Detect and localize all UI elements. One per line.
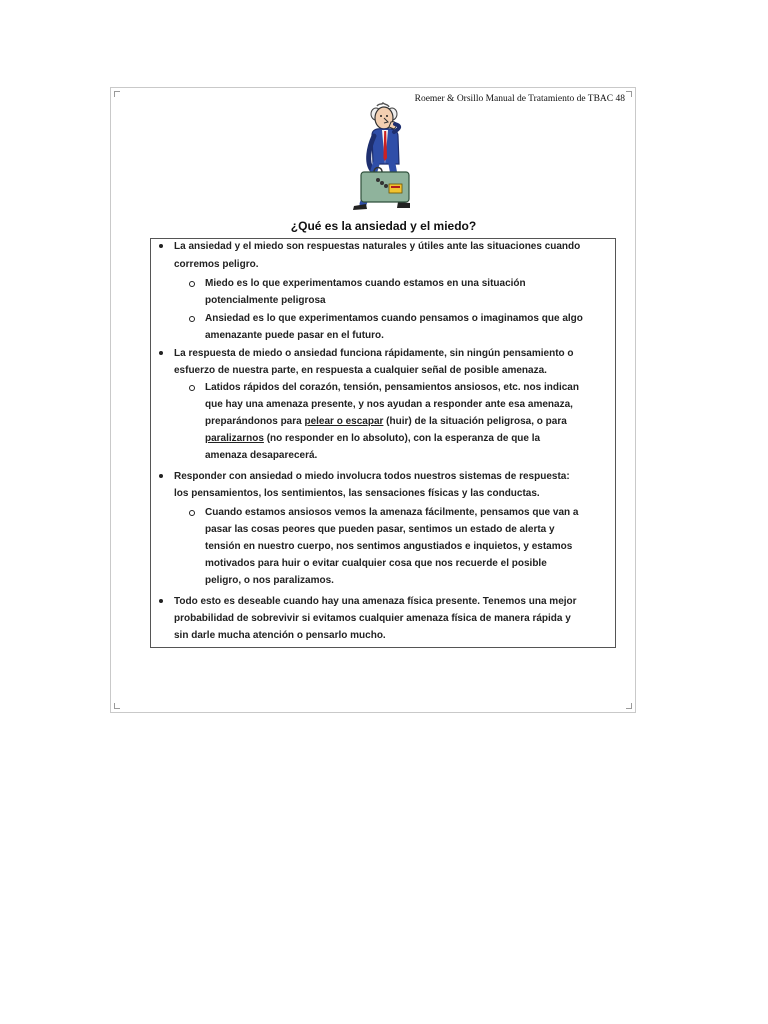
sub-3-1-line-1: Cuando estamos ansiosos vemos la amenaza fácilmente, pensamos que van a	[205, 507, 579, 518]
sub-1-2-line-1: Ansiedad es lo que experimentamos cuando pensamos o imaginamos que algo	[205, 313, 583, 324]
corner-mark-top-left	[114, 91, 120, 97]
corner-mark-top-right	[626, 91, 632, 97]
bullet-1-line-2: corremos peligro.	[174, 259, 259, 270]
bullet-dot	[159, 244, 163, 248]
running-header: Roemer & Orsillo Manual de Tratamiento de TBAC 48	[414, 94, 625, 104]
sub-2-1-line-5: amenaza desaparecerá.	[205, 450, 318, 461]
sub-2-1-line-4	[205, 433, 540, 445]
sub-3-1-line-2: pasar las cosas peores que pueden pasar, sentimos un estado de alerta y	[205, 524, 555, 535]
sub-1-1-line-1: Miedo es lo que experimentamos cuando estamos en una situación	[205, 278, 526, 289]
page-title: ¿Qué es la ansiedad y el miedo?	[290, 219, 477, 233]
bullet-2-line-2: esfuerzo de nuestra parte, en respuesta a cualquier señal de posible amenaza.	[174, 365, 547, 376]
bullet-4-line-2: probabilidad de sobrevivir si evitamos cualquier amenaza física de manera rápida y	[174, 613, 571, 624]
sub-1-2-line-2: amenazante puede pasar en el futuro.	[205, 330, 384, 341]
content-box	[150, 238, 616, 648]
bullet-dot	[159, 474, 163, 478]
sub-3-1-line-5: peligro, o nos paralizamos.	[205, 575, 334, 586]
bullet-2-line-1: La respuesta de miedo o ansiedad funciona rápidamente, sin ningún pensamiento o	[174, 348, 574, 359]
sub-2-1-line-1: Latidos rápidos del corazón, tensión, pensamientos ansiosos, etc. nos indican	[205, 382, 579, 393]
bullet-dot	[159, 351, 163, 355]
sub-bullet-circle	[189, 281, 195, 287]
underlined-paralizarnos: paralizarnos	[205, 433, 264, 444]
sub-2-1-line-3-pre: preparándonos para	[205, 416, 305, 427]
man-with-briefcase-clipart-icon	[336, 102, 420, 214]
bullet-4-line-3: sin darle mucha atención o pensarlo mucho.	[174, 630, 386, 641]
sub-bullet-circle	[189, 316, 195, 322]
bullet-dot	[159, 599, 163, 603]
corner-mark-bottom-right	[626, 703, 632, 709]
bullet-3-line-2: los pensamientos, los sentimientos, las sensaciones físicas y las conductas.	[174, 488, 540, 499]
bullet-1-line-1: La ansiedad y el miedo son respuestas naturales y útiles ante las situaciones cuando	[174, 241, 581, 252]
sub-3-1-line-3: tensión en nuestro cuerpo, nos sentimos angustiados e inquietos, y estamos	[205, 541, 573, 552]
underlined-pelear-o-escapar: pelear o escapar	[304, 416, 384, 427]
sub-1-1-line-2: potencialmente peligrosa	[205, 295, 326, 306]
corner-mark-bottom-left	[114, 703, 120, 709]
sub-2-1-line-4-post: (no responder en lo absoluto), con la esperanza de que la	[263, 433, 541, 444]
sub-2-1-line-3-post: (huir) de la situación peligrosa, o para	[383, 416, 567, 427]
sub-2-1-line-2: que hay una amenaza presente, y nos ayudan a responder ante esa amenaza,	[205, 399, 573, 410]
bullet-4-line-1: Todo esto es deseable cuando hay una amenaza física presente. Tenemos una mejor	[174, 596, 577, 607]
sub-bullet-circle	[189, 510, 195, 516]
sub-3-1-line-4: motivados para huir o evitar cualquier cosa que nos recuerde el posible	[205, 558, 547, 569]
bullet-3-line-1: Responder con ansiedad o miedo involucra todos nuestros sistemas de respuesta:	[174, 471, 570, 482]
sub-2-1-line-3	[205, 416, 567, 428]
sub-bullet-circle	[189, 385, 195, 391]
